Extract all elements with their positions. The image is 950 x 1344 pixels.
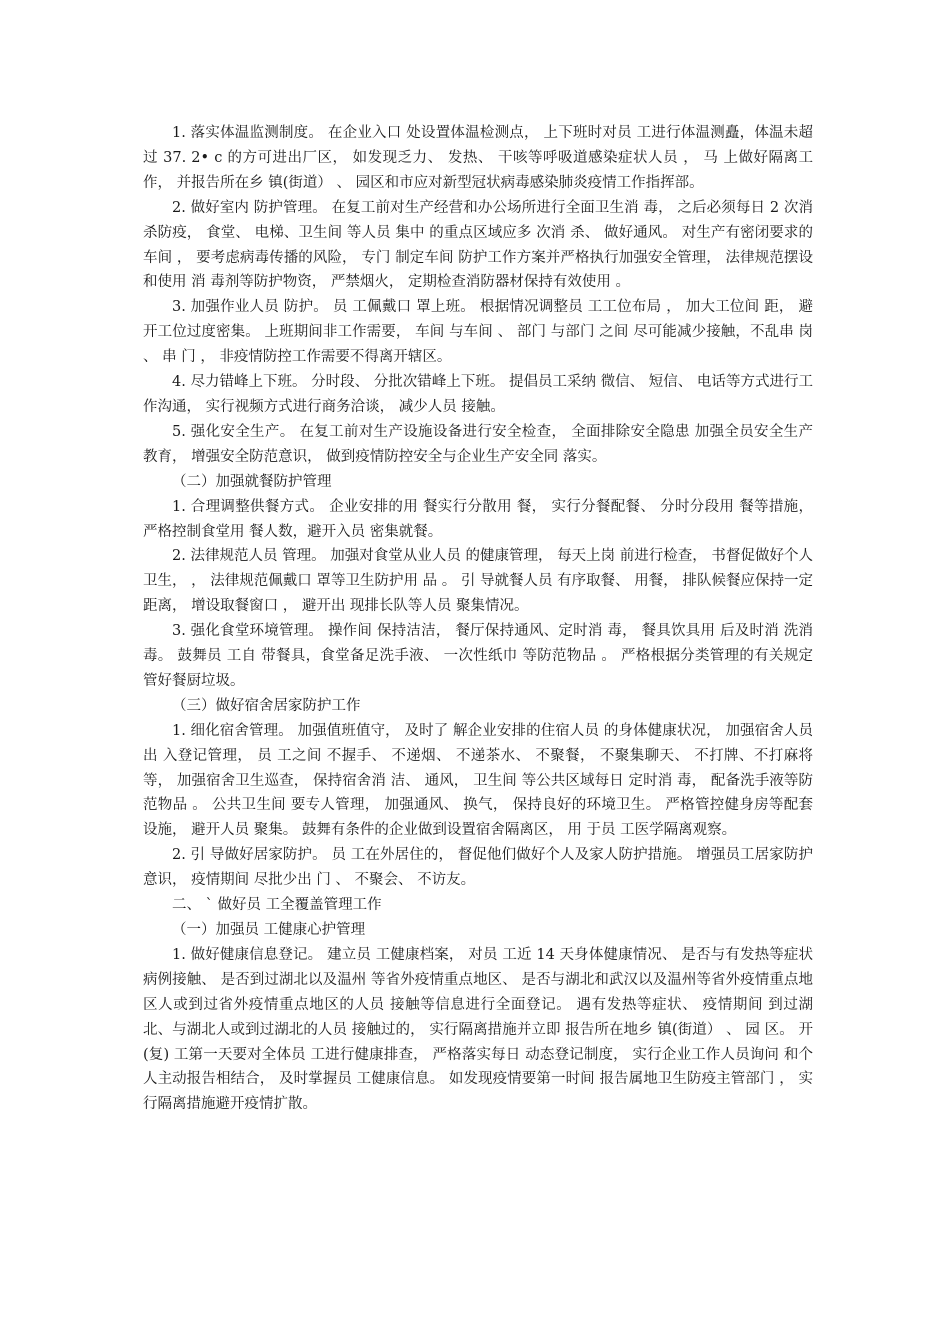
paragraph-worker-protection: 3. 加强作业人员 防护。 员 工佩戴口 罩上班。 根据情况调整员 工工位布局 ， 加大工位间 距， 避开工位过度密集。 上班期间非工作需要， 车间 与车间 、 部门 与部门 之间 尽可能减少接触，不乱串 岗 、 串 门 ， 非疫情防控工作需要不得离开辖区。	[143, 299, 813, 366]
document-body	[143, 121, 813, 1117]
chapter-heading-staff-management: 二、 ` 做好员 工全覆盖管理工作	[172, 897, 382, 914]
paragraph-indoor-protection: 2. 做好室内 防护管理。 在复工前对生产经营和办公场所进行全面卫生消 毒， 之后必须每日 2 次消 杀防疫， 食堂、 电梯、卫生间 等人员 集中 的重点区域应多 次消 杀、 做好通风。 对生产有密闭要求的车间 ， 要考虑病毒传播的风险， 专门 制定车间 防护工作方案并严格执行加强安全管理， 法律规范摆设和使用 消 毒剂等防护物资， 严禁烟火， 定期检查消防器材保持有效使用 。	[143, 199, 813, 291]
paragraph-canteen-staff: 2. 法律规范人员 管理。 加强对食堂从业人员 的健康管理， 每天上岗 前进行检查， 书督促做好个人卫生， ， 法律规范佩戴口 罩等卫生防护用 品 。 引 导就餐人员 有序取餐、 用餐， 排队候餐应保持一定距离， 增设取餐窗口 ， 避开出 现排长队等人员 聚集情况。	[143, 548, 813, 615]
paragraph-temperature-monitoring: 1. 落实体温监测制度。 在企业入口 处设置体温检测点， 上下班时对员 工进行体温测矗，体温未超过 37. 2• c 的方可进出厂区， 如发现乏力、 发热、 干咳等呼吸道感染症状人员 ， 马 上做好隔离工作， 并报告所在乡 镇(街道） 、 园区和市应对新型冠状病毒感染肺炎疫情工作指挥部。	[143, 125, 813, 191]
section-heading-dormitory: （三）做好宿舍居家防护工作	[172, 697, 361, 714]
section-heading-dining: （二）加强就餐防护管理	[172, 473, 332, 490]
paragraph-health-registration: 1. 做好健康信息登记。 建立员 工健康档案， 对员 工近 14 天身体健康情况、 是否与有发热等症状病例接触、 是否到过湖北以及温州 等省外疫情重点地区、 是否与湖北和武汉以及温州等省外疫情重点地区人或到过省外疫情重点地区的人员 接触等信息进行全面登记。 遇有发热等症状、 疫情期间 到过湖北、与湖北人或到过湖北的人员 接触过的， 实行隔离措施并立即 报告所在地乡 镇(街道） 、 园 区。 开(复) 工第一天要对全体员 工进行健康排查， 严格落实每日 动态登记制度， 实行企业工作人员询问 和个人主动报告相结合， 及时掌握员 工健康信息。 如发现疫情要第一时间 报告属地卫生防疫主管部门 ， 实行隔离措施避开疫情扩散。	[143, 946, 813, 1113]
paragraph-staggered-commute: 4. 尽力错峰上下班。 分时段、 分批次错峰上下班。 提倡员工采纳 微信、 短信、 电话等方式进行工作沟通， 实行视频方式进行商务洽谈， 减少人员 接触。	[143, 374, 813, 415]
paragraph-home-protection: 2. 引 导做好居家防护。 员 工在外居住的， 督促他们做好个人及家人防护措施。 增强员工居家防护意识， 疫情期间 尽批少出 门 、 不聚会、 不访友。	[143, 847, 813, 889]
paragraph-canteen-environment: 3. 强化食堂环境管理。 操作间 保持洁洁， 餐厅保持通风、定时消 毒， 餐具饮具用 后及时消 洗消 毒。 鼓舞员 工自 带餐具，食堂备足洗手液、 一次性纸巾 等防范物品 。 严格根据分类管理的有关规定管好餐厨垃圾。	[143, 623, 813, 689]
paragraph-meal-arrangement: 1. 合理调整供餐方式。 企业安排的用 餐实行分散用 餐， 实行分餐配餐、 分时分段用 餐等措施， 严格控制食堂用 餐人数，避开入员 密集就餐。	[143, 498, 813, 540]
section-heading-health-care: （一）加强员 工健康心护管理	[172, 922, 366, 938]
paragraph-dormitory-management: 1. 细化宿舍管理。 加强值班值守， 及时了 解企业安排的住宿人员 的身体健康状况， 加强宿舍人员 出 入登记管理， 员 工之间 不握手、 不递烟、 不递茶水、 不聚餐， 不聚集聊天、 不打牌、不打麻将等， 加强宿舍卫生巡查， 保持宿舍消 洁、 通风， 卫生间 等公共区域每日 定时消 毒， 配备洗手液等防范物品 。 公共卫生间 要专人管理， 加强通风、 换气， 保持良好的环境卫生。 严格管控健身房等配套设施， 避开人员 聚集。 鼓舞有条件的企业做到设置宿舍隔离区， 用 于员 工医学隔离观察。	[143, 722, 813, 839]
paragraph-safety-production: 5. 强化安全生产。 在复工前对生产设施设备进行安全检查， 全面排除安全隐患 加强全员安全生产教育， 增强安全防范意识， 做到疫情防控安全与企业生产安全同 落实。	[143, 423, 813, 465]
